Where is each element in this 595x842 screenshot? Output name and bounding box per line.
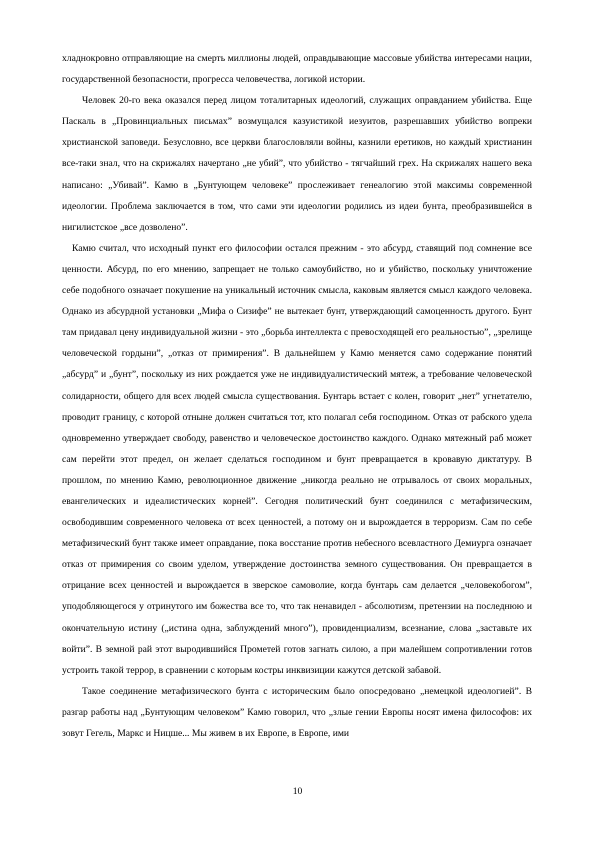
paragraph-absurd-and-revolt: Камю считал, что исходный пункт его философии остался прежним - это абсурд, ставящий под сомнение все ценности. Абсурд, по его мнению, запрещает не только самоубийство, но и убийство, поскольку уничтожение себе подобного означает покушение на уникальный источник смысла, каковым является смысл каждого человека. Однако из абсурдной установки „Мифа о Сизифе” не вытекает бунт, утверждающий самоценность другого. Бунт там придавал цену индивидуальной жизни - это „борьба интеллекта с превосходящей его реальностью”, „зрелище человеческой гордыни”, „отказ от примирения”. В дальнейшем у Камю меняется само содержание понятий „абсурд” и „бунт”, поскольку из них рождается уже не индивидуалистический мятеж, а требование человеческой солидарности, общего для всех людей смысла существования. Бунтарь встает с колен, говорит „нет” угнетателю, проводит границу, с которой отныне должен считаться тот, кто полагал себя господином. Отказ от рабского удела одновременно утверждает свободу, равенство и человеческое достоинство каждого. Однако мятежный раб может сам перейти этот предел, он желает сделаться господином и бунт превращается в кровавую диктатуру. В прошлом, по мнению Камю, революционное движение „никогда реально не отрывалось от своих моральных, евангелических и идеалистических корней”. Сегодня политический бунт соединился с метафизическим, освободившим современного человека от всех ценностей, а потому он и вырождается в терроризм. Сам по себе метафизический бунт также имеет оправдание, пока восстание против небесного всевластного Демиурга означает отказ от примирения со своим уделом, утверждение достоинства земного существования. Он превращается в отрицание всех ценностей и вырождается в зверское самоволие, когда бунтарь сам делается „человекобогом”, уподобляющегося у отринутого им божества все то, что так ненавидел - абсолютизм, претензии на последнюю и окончательную истину („истина одна, заблуждений много”), провиденциализм, всезнание, слова „заставьте их войти”. В земной рай этот выродившийся Прометей готов загнать силою, а при малейшем сопротивлении готов устроить такой террор, в сравнении с которым костры инквизиции кажутся детской забавой.: [62, 242, 532, 676]
paragraph-german-ideology: Такое соединение метафизического бунта с историческим было опосредовано „немецкой идеологией”. В разгар работы над „Бунтующим человеком” Камю говорил, что „злые гении Европы носят имена философов: их зовут Гегель, Маркс и Ницше... Мы живем в их Европе, в Европе, ими: [62, 685, 532, 739]
paragraph-continuation: хладнокровно отправляющие на смерть миллионы людей, оправдывающие массовые убийства интересами нации, государственной безопасности, прогресса человечества, логикой истории.: [62, 53, 532, 86]
document-page: [62, 48, 532, 744]
paragraph-totalitarian-ideologies: Человек 20-го века оказался перед лицом тоталитарных идеологий, служащих оправданием убийства. Еще Паскаль в „Провинциальных письмах” возмущался казуистикой иезуитов, разрешавших убийство вопреки христианской заповеди. Безусловно, все церкви благословляли войны, казнили еретиков, но каждый христианин все-таки знал, что на скрижалях начертано „не убий”, что убийство - тягчайший грех. На скрижалях нашего века написано: „Убивай”. Камю в „Бунтующем человеке” прослеживает генеалогию этой максимы современной идеологии. Проблема заключается в том, что сами эти идеологии родились из идеи бунта, преобразившейся в нигилистское „все дозволено”.: [62, 95, 532, 233]
page-number: 10: [292, 786, 303, 797]
